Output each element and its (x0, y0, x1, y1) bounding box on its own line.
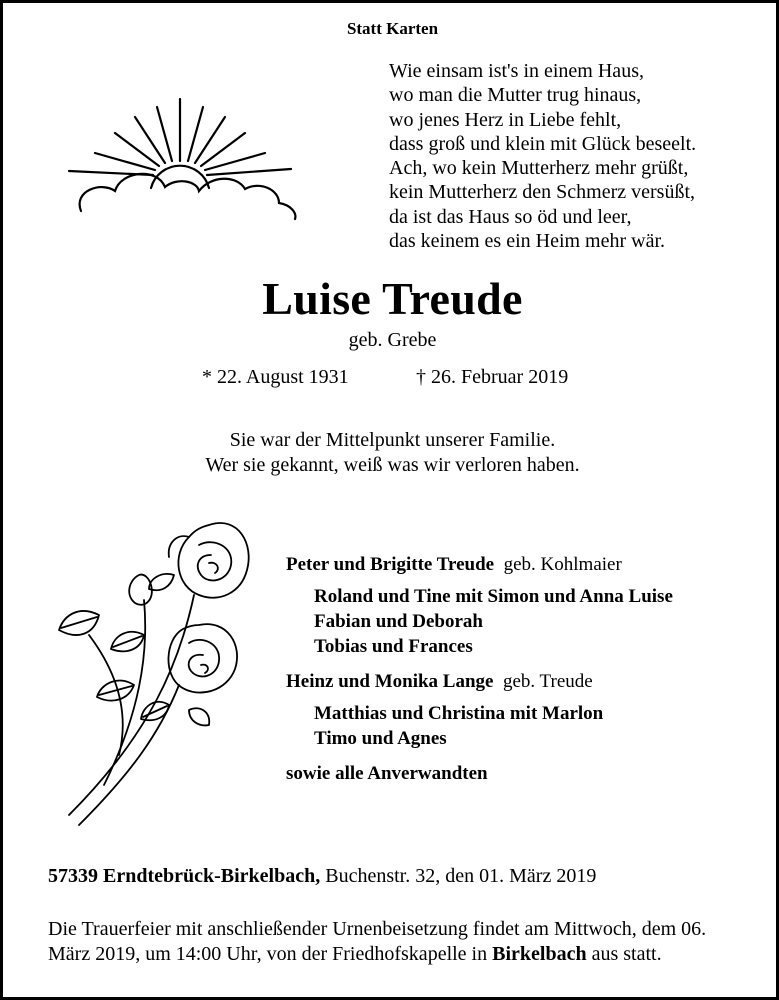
mourner-group-head (286, 552, 673, 577)
saying-line: Wer sie gekannt, weiß was wir verloren haben. (205, 454, 580, 476)
mourner-names: Peter und Brigitte Treude (286, 554, 495, 575)
address-date: Buchenstr. 32, den 01. März 2019 (325, 865, 597, 887)
mourner-member: Roland und Tine mit Simon und Anna Luise (314, 586, 673, 607)
poem-line: wo jenes Herz in Liebe fehlt, (389, 108, 622, 131)
poem-line: Ach, wo kein Mutterherz mehr grüßt, (389, 157, 689, 180)
statt-karten-header: Statt Karten (346, 19, 439, 38)
birth-date: * 22. August 1931 (202, 366, 349, 388)
mourner-names: Heinz und Monika Lange (286, 671, 494, 692)
poem-line: dass groß und klein mit Glück beseelt. (389, 132, 697, 155)
poem-line: da ist das Haus so öd und leer, (389, 205, 632, 228)
funeral-text: Die Trauerfeier mit anschließender Urnenbeisetzung findet am Mittwoch, dem 06. März 2019, um 14:00 Uhr, von der Friedhofskapelle in (48, 918, 707, 965)
roses-bouquet-icon (49, 515, 264, 835)
town: 57339 Erndtebrück-Birkelbach, (48, 865, 321, 887)
sun-over-clouds-icon (65, 95, 305, 225)
funeral-info (48, 917, 748, 967)
poem-line: wo man die Mutter trug hinaus, (389, 84, 642, 107)
mourners-list (286, 552, 673, 786)
poem-line: Wie einsam ist's in einem Haus, (389, 60, 644, 82)
funeral-text-end: aus statt. (586, 943, 662, 965)
place-and-date (48, 865, 596, 888)
poem-line: kein Mutterherz den Schmerz versüßt, (389, 181, 696, 204)
poem (389, 59, 696, 253)
birth-name: geb. Grebe (348, 329, 437, 351)
mourner-birth-name: geb. Treude (502, 671, 593, 692)
deceased-name: Luise Treude (262, 273, 523, 324)
funeral-place: Birkelbach (492, 943, 587, 965)
mourner-member: Matthias und Christina mit Marlon (314, 703, 604, 724)
death-date: † 26. Februar 2019 (416, 366, 569, 388)
mourner-member: Tobias und Frances (314, 636, 473, 657)
mourner-member: Timo und Agnes (314, 728, 447, 749)
mourner-member: Fabian und Deborah (314, 611, 483, 632)
mourners-closing: sowie alle Anverwandten (286, 763, 488, 784)
poem-line: das keinem es ein Heim mehr wär. (389, 230, 666, 253)
saying-line: Sie war der Mittelpunkt unserer Familie. (229, 429, 556, 451)
memorial-saying (3, 428, 779, 478)
mourner-group-head (286, 669, 673, 694)
mourner-birth-name: geb. Kohlmaier (503, 554, 622, 575)
